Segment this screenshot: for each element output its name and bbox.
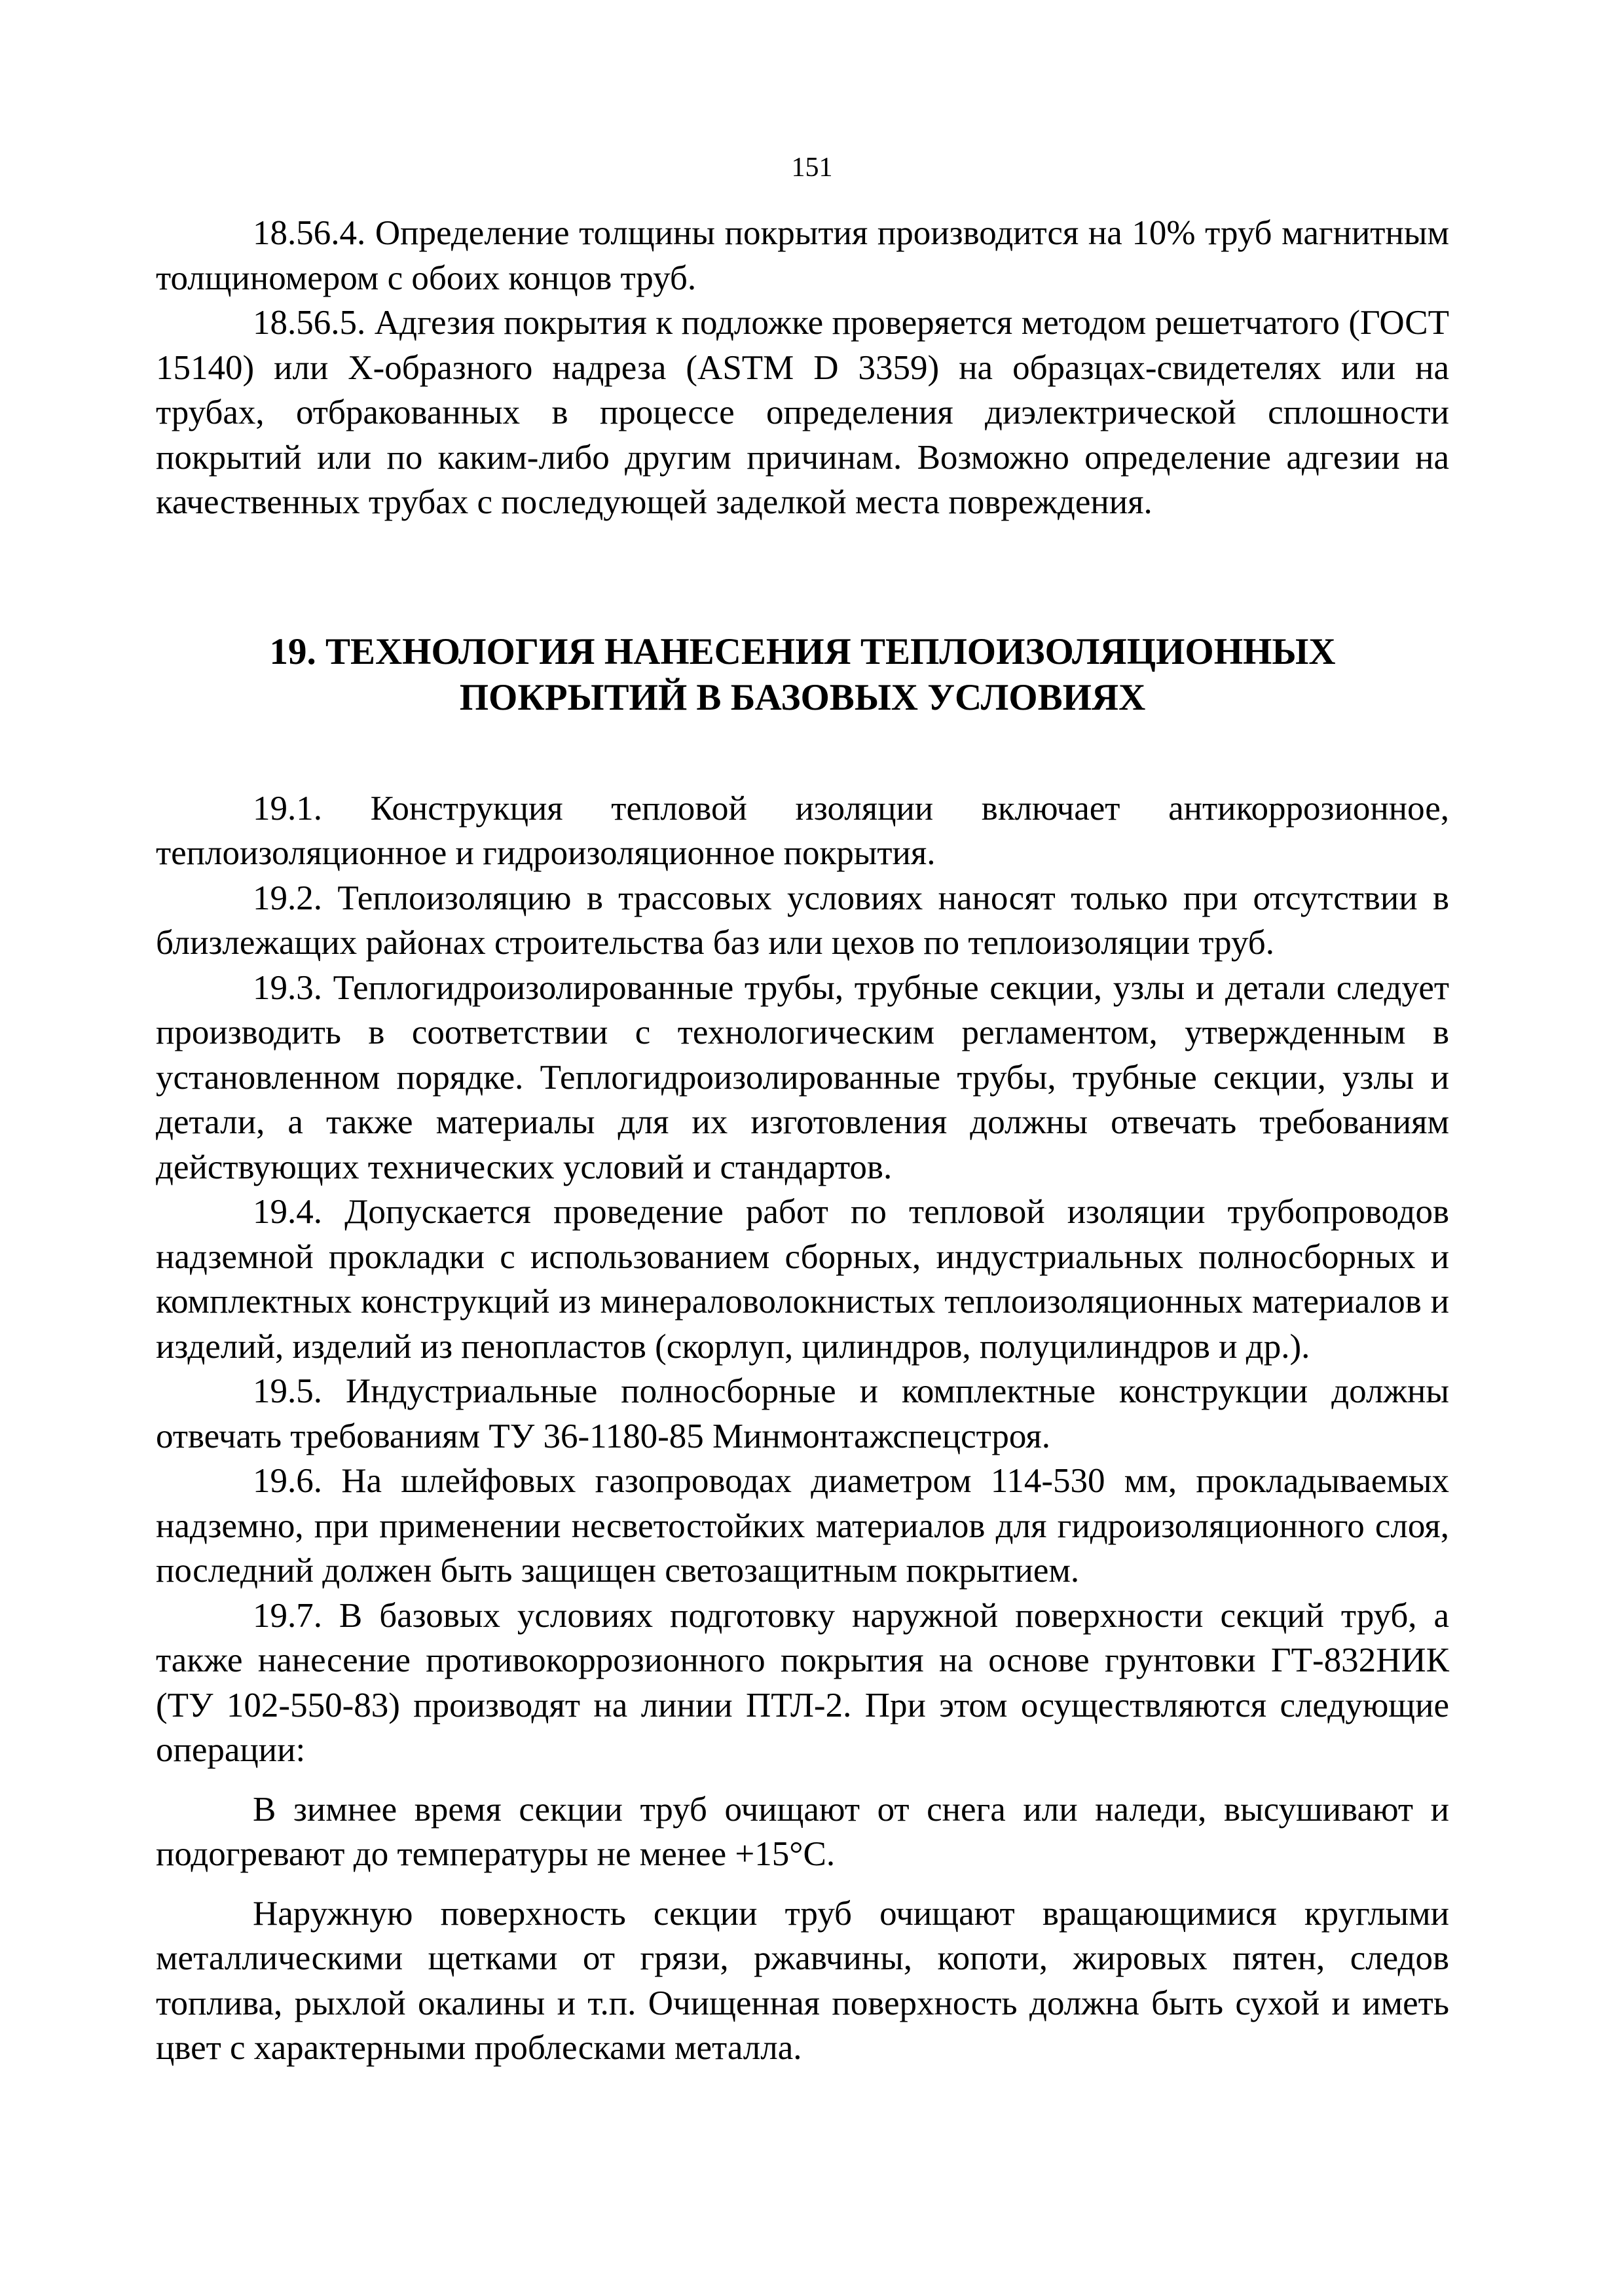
section-title-line-2: ПОКРЫТИЙ В БАЗОВЫХ УСЛОВИЯХ — [459, 676, 1146, 718]
paragraph-19-4: 19.4. Допускается проведение работ по тепловой изоляции трубопроводов надземной прокладки с использованием сборных, индустриальных полносборных и комплектных конструкций из минераловолокнистых теплоизоляционных материалов и изделий, изделий из пенопластов (скорлуп, цилиндров, полуцилиндров и др.). — [156, 1193, 1449, 1366]
paragraph-18-56-4: 18.56.4. Определение толщины покрытия производится на 10% труб магнитным толщиномером с обоих концов труб. — [156, 214, 1449, 297]
paragraph-19-7: 19.7. В базовых условиях подготовку наружной поверхности секций труб, а также нанесение противокоррозионного покрытия на основе грунтовки ГТ-832НИК (ТУ 102-550-83) производят на линии ПТЛ-2. При этом осуществляются следующие операции: — [156, 1596, 1449, 1769]
section-title-line-1: 19. ТЕХНОЛОГИЯ НАНЕСЕНИЯ ТЕПЛОИЗОЛЯЦИОННЫХ — [269, 630, 1336, 672]
paragraph-19-3: 19.3. Теплогидроизолированные трубы, трубные секции, узлы и детали следует производить в соответствии с технологическим регламентом, утвержденным в установленном порядке. Теплогидроизолированные трубы, трубные секции, узлы и детали, а также материалы для их изготовления должны отвечать требованиям действующих технических условий и стандартов. — [156, 968, 1449, 1186]
page-number: 151 — [791, 153, 833, 183]
section-title — [156, 629, 1449, 721]
paragraph-winter-preparation: В зимнее время секции труб очищают от снега или наледи, высушивают и подогревают до температуры не менее +15°С. — [156, 1790, 1449, 1873]
paragraph-19-2: 19.2. Теплоизоляцию в трассовых условиях наносят только при отсутствии в близлежащих районах строительства баз или цехов по теплоизоляции труб. — [156, 879, 1449, 962]
paragraph-19-6: 19.6. На шлейфовых газопроводах диаметром 114-530 мм, прокладываемых надземно, при применении несветостойких материалов для гидроизоляционного слоя, последний должен быть защищен светозащитным покрытием. — [156, 1462, 1449, 1590]
page-body — [156, 211, 1449, 2071]
paragraph-19-1: 19.1. Конструкция тепловой изоляции включает антикоррозионное, теплоизоляционное и гидроизоляционное покрытия. — [156, 789, 1449, 872]
paragraph-19-5: 19.5. Индустриальные полносборные и комплектные конструкции должны отвечать требованиям ТУ 36-1180-85 Минмонтажспецстроя. — [156, 1372, 1449, 1455]
paragraph-18-56-5: 18.56.5. Адгезия покрытия к подложке проверяется методом решетчатого (ГОСТ 15140) или Х-образного надреза (ASTM D 3359) на образцах-свидетелях или на трубах, отбракованных в процессе определения диэлектрической сплошности покрытий или по каким-либо другим причинам. Возможно определение адгезии на качественных трубах с последующей заделкой места повреждения. — [156, 304, 1449, 521]
paragraph-surface-cleaning: Наружную поверхность секции труб очищают вращающимися круглыми металлическими щетками от грязи, ржавчины, копоти, жировых пятен, следов топлива, рыхлой окалины и т.п. Очищенная поверхность должна быть сухой и иметь цвет с характерными проблесками металла. — [156, 1894, 1449, 2067]
